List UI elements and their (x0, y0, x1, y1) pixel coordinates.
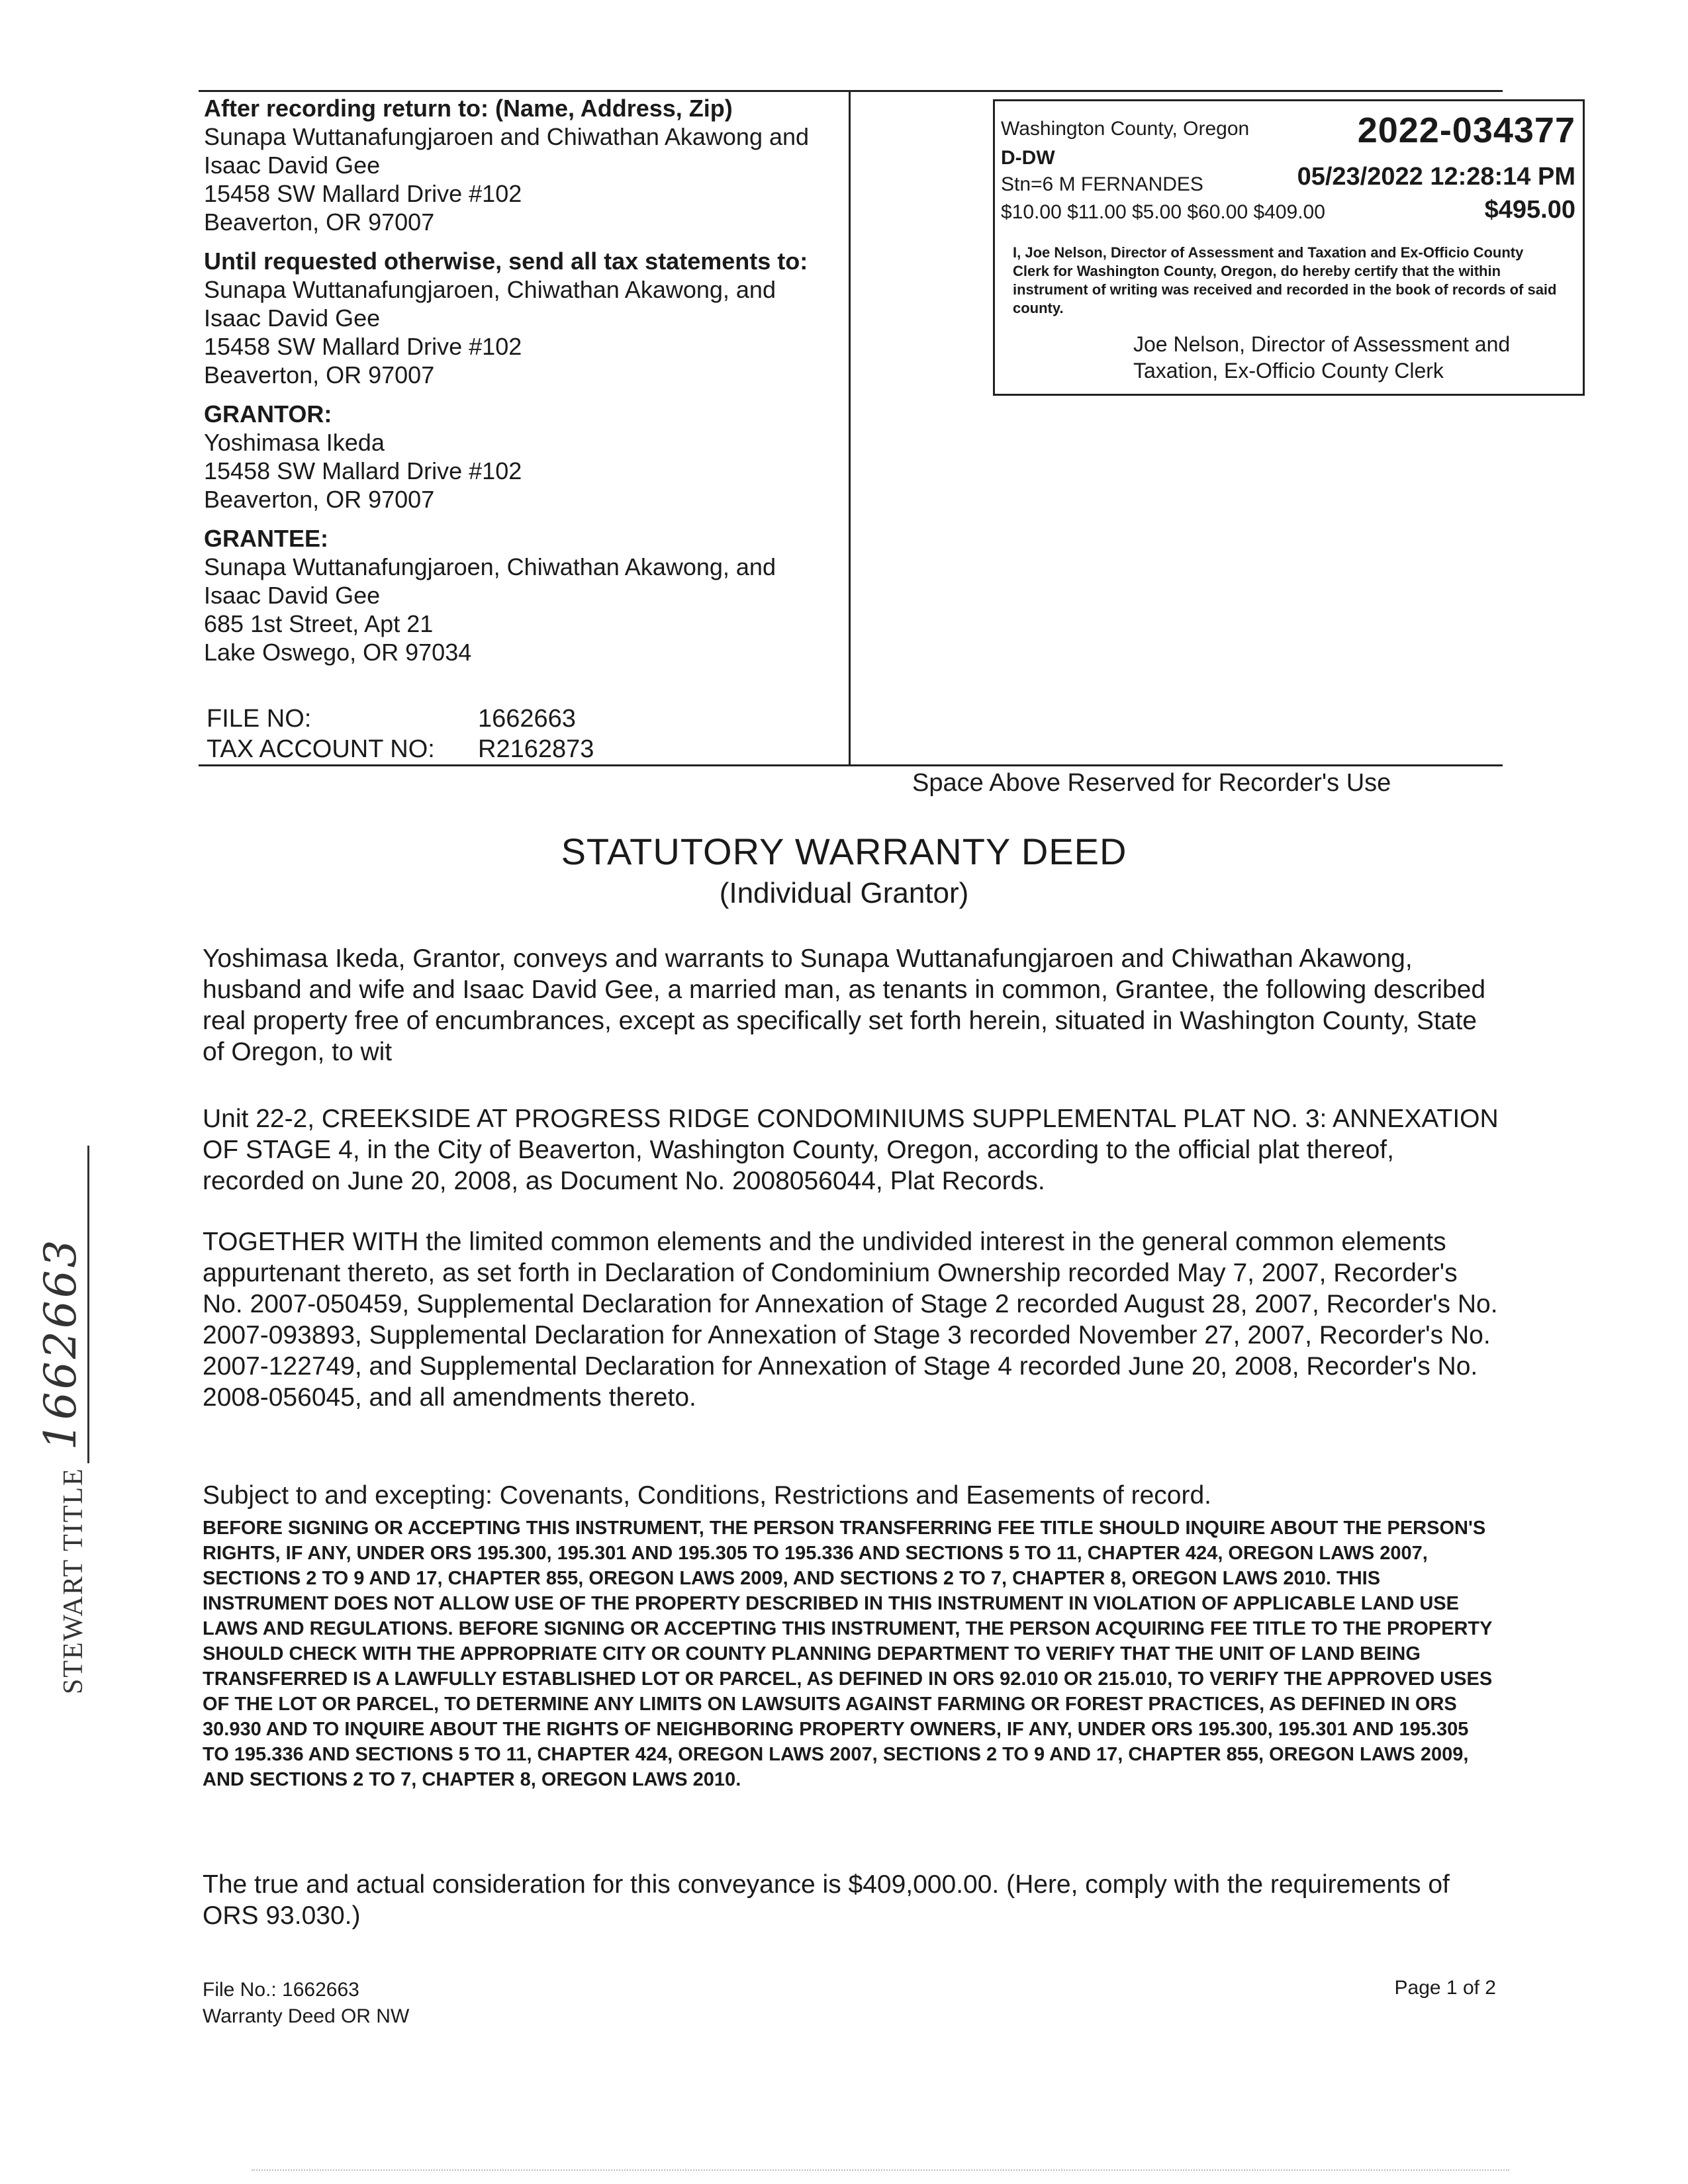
stamp-county: Washington County, Oregon (1001, 118, 1250, 140)
header-bottom-rule (199, 764, 1503, 766)
side-stamp-title: STEWART TITLE (58, 1467, 89, 1694)
grantor-line: 15458 SW Mallard Drive #102 (204, 457, 522, 484)
file-no-label: FILE NO: (207, 705, 312, 733)
exceptions-paragraph: Subject to and excepting: Covenants, Conditions, Restrictions and Easements of record. (203, 1481, 1212, 1510)
return-to-section (204, 94, 839, 236)
grantor-section (204, 400, 839, 514)
stamp-station: Stn=6 M FERNANDES (1001, 173, 1203, 195)
return-to-line: Sunapa Wuttanafungjaroen and Chiwathan Akawong and (204, 123, 810, 150)
tax-statements-label: Until requested otherwise, send all tax statements to: (204, 248, 808, 275)
stamp-datetime: 05/23/2022 12:28:14 PM (1297, 163, 1575, 191)
tax-account-row (207, 734, 594, 764)
footer-file-no: File No.: 1662663 (203, 1979, 359, 2001)
document-title: STATUTORY WARRANTY DEED (561, 831, 1127, 872)
file-no-row (207, 704, 594, 734)
document-subtitle: (Individual Grantor) (719, 877, 969, 909)
tax-statements-section (204, 247, 839, 389)
common-elements-paragraph: TOGETHER WITH the limited common elements and the undivided interest in the general common elements appurtenant thereto, as set forth in Declaration of Condominium Ownership recorded May 7, 2007, Recorder's No. 2007-050459, Supplemental Declaration for Annexation of Stage 2 recorded August 28, 2007, Recorder's No. 2007-093893, Supplemental Declaration for Annexation of Stage 3 recorded November 27, 2007, Recorder's No. 2007-122749, and Supplemental Declaration for Annexation of Stage 4 recorded June 20, 2008, Recorder's No. 2008-056045, and all amendments thereto. (203, 1228, 1498, 1412)
return-to-line: Isaac David Gee (204, 152, 381, 179)
grantee-line: Sunapa Wuttanafungjaroen, Chiwathan Akawong, and (204, 553, 776, 580)
tax-statements-line: Isaac David Gee (204, 304, 381, 332)
stamp-signer-line: Joe Nelson, Director of Assessment and (1133, 332, 1511, 356)
stamp-document-type: D-DW (1001, 147, 1055, 169)
tax-statements-line: Sunapa Wuttanafungjaroen, Chiwathan Akawong, and (204, 276, 776, 303)
footer-left (203, 1977, 409, 2030)
grantee-section (204, 524, 839, 666)
grantee-label: GRANTEE: (204, 525, 328, 552)
file-numbers (207, 704, 594, 764)
stamp-document-number: 2022-034377 (1357, 111, 1575, 150)
tax-account-value: R2162873 (478, 735, 594, 763)
file-no-value: 1662663 (478, 705, 576, 733)
stamp-signer (1133, 331, 1544, 384)
stamp-certification: I, Joe Nelson, Director of Assessment and Taxation and Ex-Officio County Clerk for Washington County, Oregon, do hereby certify that the within instrument of writing was received and recorded in the book of records of said county. (1013, 244, 1557, 316)
header-column-divider (849, 90, 851, 766)
conveyance-paragraph: Yoshimasa Ikeda, Grantor, conveys and warrants to Sunapa Wuttanafungjaroen and Chiwathan Akawong, husband and wife and Isaac David Gee, a married man, as tenants in common, Grantee, the following described real property free of encumbrances, except as specifically set forth herein, situated in Washington County, State of Oregon, to wit (203, 944, 1486, 1066)
handwritten-file-number: 1662663 (35, 1237, 86, 1451)
footer-form-name: Warranty Deed OR NW (203, 2005, 410, 2027)
return-to-label: After recording return to: (Name, Address, Zip) (204, 95, 733, 122)
title-company-side-stamp (35, 1146, 89, 1694)
header-top-rule (199, 90, 1503, 92)
stamp-total: $495.00 (1484, 196, 1575, 224)
tax-statements-line: Beaverton, OR 97007 (204, 361, 435, 388)
grantor-line: Yoshimasa Ikeda (204, 429, 385, 456)
grantor-label: GRANTOR: (204, 400, 332, 428)
tax-statements-line: 15458 SW Mallard Drive #102 (204, 333, 522, 360)
grantee-line: 685 1st Street, Apt 21 (204, 610, 434, 637)
recording-info-block (204, 94, 839, 666)
legal-description-paragraph: Unit 22-2, CREEKSIDE AT PROGRESS RIDGE CONDOMINIUMS SUPPLEMENTAL PLAT NO. 3: ANNEXATION OF STAGE 4, in the City of Beaverton, Washington County, Oregon, according to the official plat thereof, recorded on June 20, 2008, as Document No. 2008056044, Plat Records. (203, 1105, 1499, 1195)
page-number: Page 1 of 2 (1394, 1977, 1496, 1999)
return-to-line: Beaverton, OR 97007 (204, 208, 435, 236)
side-stamp-line (35, 1146, 89, 1463)
recorder-reserved-note: Space Above Reserved for Recorder's Use (912, 769, 1391, 797)
stamp-signer-line: Taxation, Ex-Officio County Clerk (1133, 359, 1444, 383)
stamp-fees: $10.00 $11.00 $5.00 $60.00 $409.00 (1001, 201, 1325, 223)
grantor-line: Beaverton, OR 97007 (204, 486, 435, 513)
consideration-paragraph: The true and actual consideration for this conveyance is $409,000.00. (Here, comply with the requirements of ORS 93.030.) (203, 1870, 1450, 1930)
statutory-notice: BEFORE SIGNING OR ACCEPTING THIS INSTRUMENT, THE PERSON TRANSFERRING FEE TITLE SHOULD INQUIRE ABOUT THE PERSON'S RIGHTS, IF ANY, UNDER ORS 195.300, 195.301 AND 195.305 TO 195.336 AND SECTIONS 5 TO 11, CHAPTER 424, OREGON LAWS 2007, SECTIONS 2 TO 9 AND 17, CHAPTER 855, OREGON LAWS 2009, AND SECTIONS 2 TO 7, CHAPTER 8, OREGON LAWS 2010. THIS INSTRUMENT DOES NOT ALLOW USE OF THE PROPERTY DESCRIBED IN THIS INSTRUMENT IN VIOLATION OF APPLICABLE LAND USE LAWS AND REGULATIONS. BEFORE SIGNING OR ACCEPTING THIS INSTRUMENT, THE PERSON ACQUIRING FEE TITLE TO THE PROPERTY SHOULD CHECK WITH THE APPROPRIATE CITY OR COUNTY PLANNING DEPARTMENT TO VERIFY THAT THE UNIT OF LAND BEING TRANSFERRED IS A LAWFULLY ESTABLISHED LOT OR PARCEL, AS DEFINED IN ORS 92.010 OR 215.010, TO VERIFY THE APPROVED USES OF THE LOT OR PARCEL, TO DETERMINE ANY LIMITS ON LAWSUITS AGAINST FARMING OR FOREST PRACTICES, AS DEFINED IN ORS 30.930 AND TO INQUIRE ABOUT THE RIGHTS OF NEIGHBORING PROPERTY OWNERS, IF ANY, UNDER ORS 195.300, 195.301 AND 195.305 TO 195.336 AND SECTIONS 5 TO 11, CHAPTER 424, OREGON LAWS 2007, SECTIONS 2 TO 9 AND 17, CHAPTER 855, OREGON LAWS 2009, AND SECTIONS 2 TO 7, CHAPTER 8, OREGON LAWS 2010. (203, 1518, 1493, 1790)
grantee-line: Isaac David Gee (204, 582, 381, 609)
return-to-line: 15458 SW Mallard Drive #102 (204, 180, 522, 207)
scan-artifact (252, 2169, 1509, 2175)
tax-account-label: TAX ACCOUNT NO: (207, 735, 435, 763)
grantee-line: Lake Oswego, OR 97034 (204, 639, 472, 666)
